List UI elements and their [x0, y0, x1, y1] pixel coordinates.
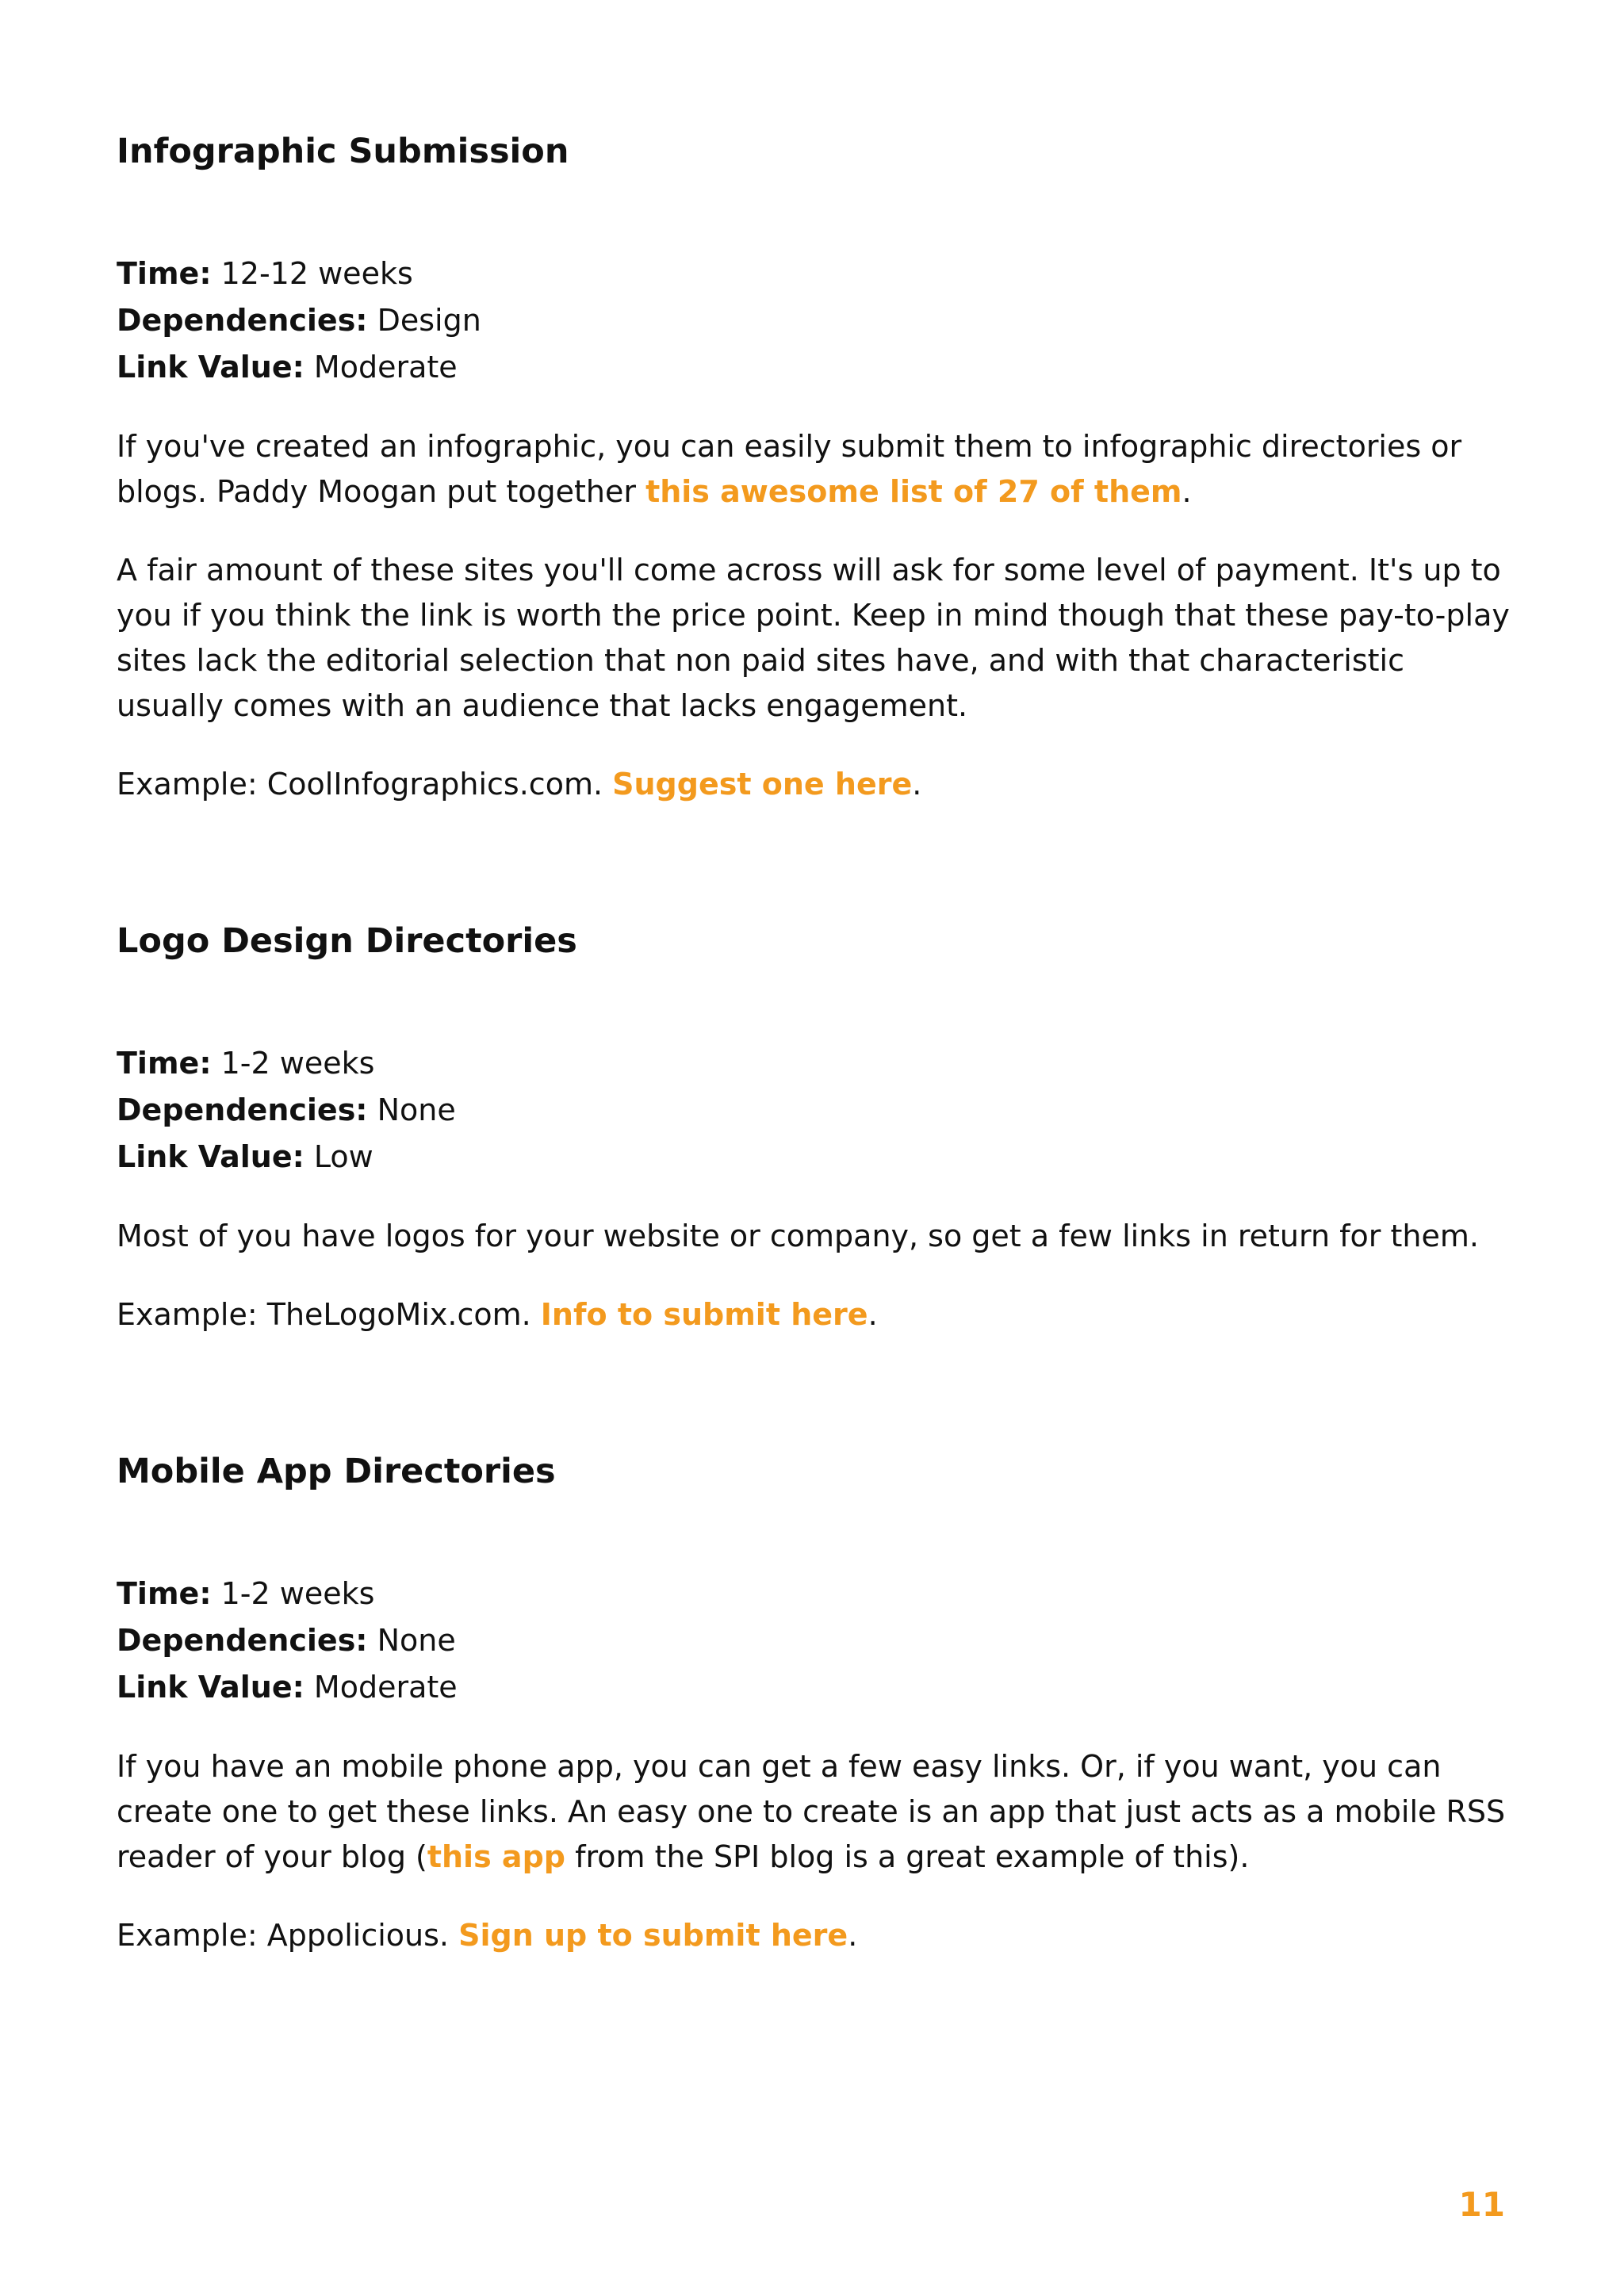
section-paragraph [117, 1744, 1512, 1880]
time-row [117, 1571, 1512, 1617]
section-title: Logo Design Directories [117, 921, 577, 961]
section-logo-design-directories [117, 918, 1512, 1337]
time-row [117, 1040, 1512, 1087]
dependencies-label: Dependencies: [117, 1623, 368, 1658]
link-value-row [117, 344, 1512, 391]
dependencies-row [117, 1087, 1512, 1134]
paragraph-text: If you've created an infographic, you can easily submit them to infographic directories or blogs. Paddy Moogan put together [117, 429, 1462, 509]
section-meta [117, 1040, 1512, 1181]
infographic-list-link[interactable]: this awesome list of 27 of them [645, 474, 1182, 509]
link-value-value: Low [313, 1139, 373, 1174]
link-value-label: Link Value: [117, 350, 304, 385]
time-value: 12-12 weeks [220, 256, 413, 291]
section-mobile-app-directories [117, 1448, 1512, 1958]
example-line [117, 1913, 1512, 1958]
time-label: Time: [117, 1046, 212, 1081]
section-meta [117, 251, 1512, 391]
page-number: 11 [1458, 2185, 1505, 2224]
example-line [117, 1292, 1512, 1337]
section-title: Mobile App Directories [117, 1452, 556, 1491]
time-value: 1-2 weeks [220, 1046, 375, 1081]
example-text: Example: TheLogoMix.com. [117, 1297, 541, 1332]
link-value-row [117, 1664, 1512, 1711]
section-infographic-submission [117, 128, 1512, 807]
document-content [117, 128, 1512, 1958]
link-value-value: Moderate [313, 350, 458, 385]
paragraph-text: from the SPI blog is a great example of this). [565, 1839, 1250, 1874]
paragraph-text: If you have an mobile phone app, you can get a few easy links. Or, if you want, you can create one to get these links. An easy one to create is an app that just acts as a mobile RSS reader of your blog ( [117, 1749, 1506, 1874]
time-label: Time: [117, 1576, 212, 1611]
section-paragraph [117, 424, 1512, 515]
section-paragraph: Most of you have logos for your website or company, so get a few links in return for them. [117, 1219, 1479, 1253]
info-to-submit-link[interactable]: Info to submit here [540, 1297, 868, 1332]
dependencies-value: None [377, 1093, 456, 1127]
sign-up-to-submit-link[interactable]: Sign up to submit here [458, 1918, 848, 1953]
example-text: . [848, 1918, 858, 1953]
dependencies-row [117, 1617, 1512, 1664]
dependencies-value: None [377, 1623, 456, 1658]
suggest-one-link[interactable]: Suggest one here [612, 767, 913, 802]
link-value-label: Link Value: [117, 1670, 304, 1705]
example-text: . [912, 767, 922, 802]
section-paragraph: A fair amount of these sites you'll come across will ask for some level of payment. It's up to you if you think the link is worth the price point. Keep in mind though that these pay-to-play sites lack the editorial selection that non paid sites have, and with that characteristic usually comes with an audience that lacks engagement. [117, 553, 1510, 723]
example-text: Example: Appolicious. [117, 1918, 459, 1953]
example-line [117, 762, 1512, 807]
link-value-label: Link Value: [117, 1139, 304, 1174]
example-text: . [868, 1297, 878, 1332]
paragraph-text: . [1182, 474, 1192, 509]
dependencies-row [117, 297, 1512, 344]
section-meta [117, 1571, 1512, 1711]
example-text: Example: CoolInfographics.com. [117, 767, 613, 802]
time-label: Time: [117, 256, 212, 291]
time-row [117, 251, 1512, 297]
section-title: Infographic Submission [117, 132, 569, 171]
dependencies-value: Design [377, 303, 481, 338]
dependencies-label: Dependencies: [117, 303, 368, 338]
this-app-link[interactable]: this app [427, 1839, 565, 1874]
link-value-row [117, 1134, 1512, 1181]
link-value-value: Moderate [313, 1670, 458, 1705]
time-value: 1-2 weeks [220, 1576, 375, 1611]
dependencies-label: Dependencies: [117, 1093, 368, 1127]
